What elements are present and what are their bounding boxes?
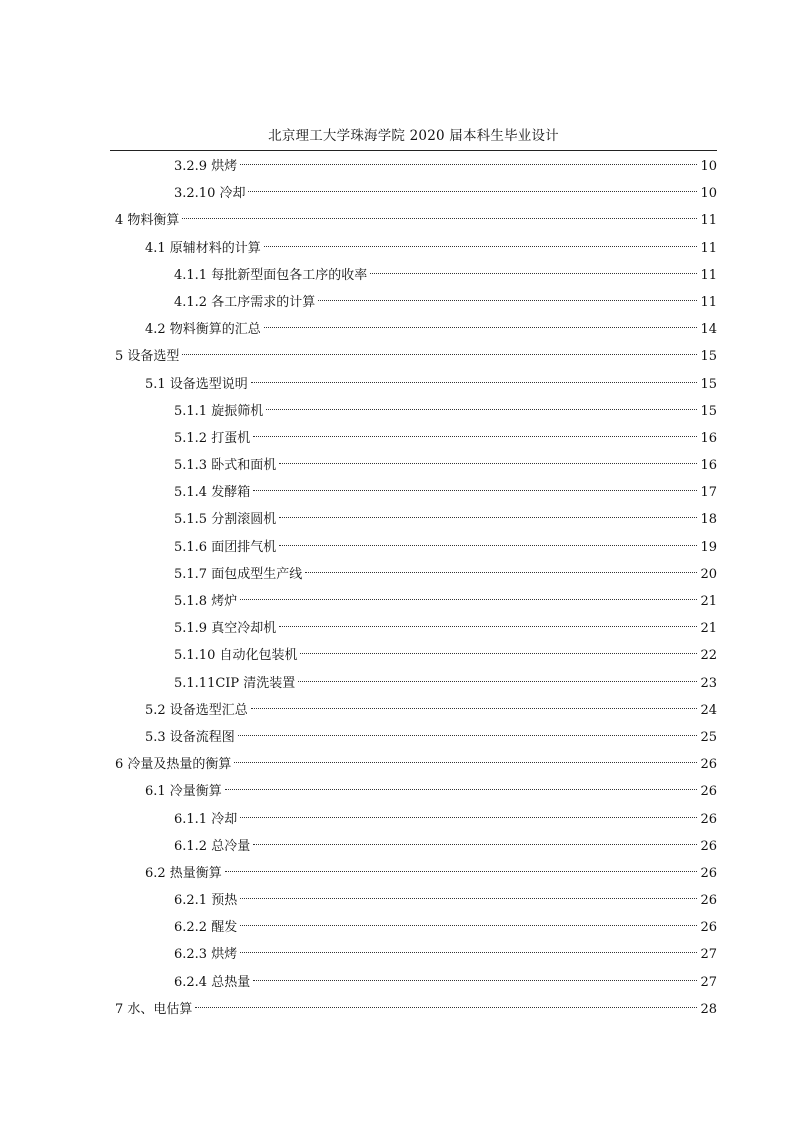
toc-entry-label: 5.1 设备选型说明 bbox=[145, 376, 248, 392]
toc-leader-dots bbox=[264, 246, 697, 247]
toc-entry-page-number: 25 bbox=[700, 729, 717, 745]
toc-leader-dots bbox=[225, 789, 697, 790]
toc-leader-dots bbox=[298, 681, 697, 682]
toc-leader-dots bbox=[251, 708, 697, 709]
toc-entry-label: 5.1.2 打蛋机 bbox=[174, 430, 251, 446]
toc-entry-label: 6 冷量及热量的衡算 bbox=[115, 757, 232, 773]
toc-entry-page-number: 15 bbox=[700, 403, 717, 419]
toc-leader-dots bbox=[240, 925, 697, 926]
toc-entry[interactable] bbox=[110, 778, 717, 805]
toc-entry-label: 4.2 物料衡算的汇总 bbox=[145, 322, 261, 338]
toc-entry[interactable] bbox=[110, 642, 717, 669]
toc-entry-page-number: 19 bbox=[700, 539, 717, 555]
toc-entry-label: 4.1.2 各工序需求的计算 bbox=[174, 294, 316, 310]
toc-entry-label: 6.2.4 总热量 bbox=[174, 974, 251, 990]
toc-entry-page-number: 21 bbox=[700, 621, 717, 637]
toc-entry-page-number: 26 bbox=[700, 920, 717, 936]
toc-entry-label: 6.1.1 冷却 bbox=[174, 811, 238, 827]
toc-entry-page-number: 15 bbox=[700, 349, 717, 365]
toc-entry-label: 5.1.6 面团排气机 bbox=[174, 539, 277, 555]
toc-entry-page-number: 11 bbox=[700, 213, 717, 229]
toc-entry-page-number: 16 bbox=[700, 458, 717, 474]
toc-leader-dots bbox=[264, 327, 697, 328]
toc-entry-label: 6.1.2 总冷量 bbox=[174, 838, 251, 854]
toc-leader-dots bbox=[266, 409, 697, 410]
toc-entry-label: 5.2 设备选型汇总 bbox=[145, 702, 248, 718]
toc-leader-dots bbox=[240, 952, 697, 953]
toc-entry[interactable] bbox=[110, 343, 717, 370]
toc-leader-dots bbox=[253, 436, 697, 437]
toc-entry[interactable] bbox=[110, 479, 717, 506]
toc-leader-dots bbox=[253, 490, 697, 491]
toc-leader-dots bbox=[182, 354, 697, 355]
toc-entry-page-number: 22 bbox=[700, 648, 717, 664]
toc-entry-page-number: 11 bbox=[700, 240, 717, 256]
toc-entry-page-number: 23 bbox=[700, 675, 717, 691]
toc-leader-dots bbox=[238, 735, 697, 736]
toc-entry-page-number: 26 bbox=[700, 784, 717, 800]
toc-leader-dots bbox=[253, 980, 697, 981]
toc-entry[interactable] bbox=[110, 561, 717, 588]
toc-leader-dots bbox=[240, 599, 697, 600]
toc-entry-label: 5.1.7 面包成型生产线 bbox=[174, 566, 303, 582]
toc-entry[interactable] bbox=[110, 914, 717, 941]
toc-entry-page-number: 27 bbox=[700, 974, 717, 990]
toc-entry-page-number: 27 bbox=[700, 947, 717, 963]
toc-leader-dots bbox=[225, 871, 697, 872]
toc-leader-dots bbox=[251, 382, 697, 383]
toc-entry-page-number: 18 bbox=[700, 512, 717, 528]
toc-leader-dots bbox=[234, 762, 697, 763]
toc-entry[interactable] bbox=[110, 724, 717, 751]
toc-leader-dots bbox=[318, 300, 697, 301]
toc-entry-label: 5.1.9 真空冷却机 bbox=[174, 621, 277, 637]
toc-entry-label: 5.1.8 烤炉 bbox=[174, 594, 238, 609]
toc-entry[interactable] bbox=[110, 697, 717, 724]
page-header: 北京理工大学珠海学院 2020 届本科生毕业设计 bbox=[268, 128, 559, 144]
toc-entry-page-number: 14 bbox=[700, 322, 717, 338]
toc-entry-page-number: 26 bbox=[700, 893, 717, 909]
toc-entry-label: 4 物料衡算 bbox=[115, 213, 180, 229]
toc-entry[interactable] bbox=[110, 425, 717, 452]
toc-entry[interactable] bbox=[110, 398, 717, 425]
toc-leader-dots bbox=[279, 517, 697, 518]
toc-leader-dots bbox=[253, 844, 697, 845]
toc-entry-page-number: 26 bbox=[700, 811, 717, 827]
toc-entry[interactable] bbox=[110, 588, 717, 615]
toc-entry-label: 6.2.3 烘烤 bbox=[174, 947, 238, 963]
toc-entry-label: 4.1 原辅材料的计算 bbox=[145, 240, 261, 256]
toc-entry-page-number: 15 bbox=[700, 376, 717, 392]
toc-entry[interactable] bbox=[110, 506, 717, 533]
toc-entry[interactable] bbox=[110, 452, 717, 479]
toc-entry-label: 5.1.3 卧式和面机 bbox=[174, 458, 277, 474]
toc-entry-label: 5 设备选型 bbox=[115, 349, 180, 365]
toc-entry[interactable] bbox=[110, 860, 717, 887]
toc-entry-page-number: 11 bbox=[700, 267, 717, 283]
toc-entry[interactable] bbox=[110, 833, 717, 860]
toc-entry-page-number: 10 bbox=[700, 159, 717, 174]
toc-entry[interactable] bbox=[110, 941, 717, 968]
toc-entry[interactable] bbox=[110, 534, 717, 561]
toc-entry-label: 3.2.9 烘烤 bbox=[174, 159, 238, 174]
toc-leader-dots bbox=[182, 218, 697, 219]
toc-leader-dots bbox=[305, 572, 697, 573]
toc-entry[interactable] bbox=[110, 316, 717, 343]
toc-entry-label: 6.2.2 醒发 bbox=[174, 920, 238, 936]
toc-entry[interactable] bbox=[110, 670, 717, 697]
toc-entry-page-number: 26 bbox=[700, 838, 717, 854]
toc-entry[interactable] bbox=[110, 262, 717, 289]
toc-entry-page-number: 21 bbox=[700, 594, 717, 609]
toc-leader-dots bbox=[240, 898, 697, 899]
toc-entry[interactable] bbox=[110, 615, 717, 642]
toc-entry[interactable] bbox=[110, 969, 717, 996]
toc-entry[interactable] bbox=[110, 887, 717, 914]
toc-entry-page-number: 26 bbox=[700, 865, 717, 881]
toc-entry[interactable] bbox=[110, 371, 717, 398]
toc-entry-label: 3.2.10 冷却 bbox=[174, 186, 246, 202]
toc-entry-page-number: 26 bbox=[700, 757, 717, 773]
toc-entry-page-number: 17 bbox=[700, 485, 717, 501]
toc-leader-dots bbox=[248, 191, 697, 192]
toc-entry-page-number: 28 bbox=[700, 1001, 717, 1017]
toc-entry-page-number: 16 bbox=[700, 430, 717, 446]
header-divider bbox=[110, 150, 717, 151]
toc-entry-label: 5.1.5 分割滚圆机 bbox=[174, 512, 277, 528]
toc-entry-label: 6.2.1 预热 bbox=[174, 893, 238, 909]
toc-entry-label: 5.1.1 旋振筛机 bbox=[174, 403, 264, 419]
toc-entry[interactable] bbox=[110, 153, 717, 180]
toc-entry-page-number: 20 bbox=[700, 566, 717, 582]
toc-entry-page-number: 10 bbox=[700, 186, 717, 202]
toc-leader-dots bbox=[279, 545, 697, 546]
toc-entry-label: 6.2 热量衡算 bbox=[145, 865, 222, 881]
toc-entry-label: 5.1.4 发酵箱 bbox=[174, 485, 251, 501]
toc-entry[interactable] bbox=[110, 751, 717, 778]
toc-entry-page-number: 11 bbox=[700, 294, 717, 310]
toc-leader-dots bbox=[195, 1007, 697, 1008]
toc-leader-dots bbox=[279, 626, 697, 627]
toc-entry[interactable] bbox=[110, 180, 717, 207]
toc-entry[interactable] bbox=[110, 806, 717, 833]
toc-entry-label: 4.1.1 每批新型面包各工序的收率 bbox=[174, 267, 368, 283]
toc-entry[interactable] bbox=[110, 996, 717, 1023]
toc-entry-label: 6.1 冷量衡算 bbox=[145, 784, 222, 800]
toc-leader-dots bbox=[240, 817, 697, 818]
toc-entry[interactable] bbox=[110, 207, 717, 234]
toc-entry[interactable] bbox=[110, 235, 717, 262]
toc-leader-dots bbox=[240, 164, 697, 165]
table-of-contents bbox=[110, 153, 717, 1023]
toc-entry-label: 5.1.10 自动化包装机 bbox=[174, 648, 298, 664]
toc-entry-label: 7 水、电估算 bbox=[115, 1001, 193, 1017]
toc-entry[interactable] bbox=[110, 289, 717, 316]
toc-entry-label: 5.3 设备流程图 bbox=[145, 729, 235, 745]
toc-leader-dots bbox=[370, 273, 697, 274]
toc-leader-dots bbox=[279, 463, 697, 464]
toc-leader-dots bbox=[300, 653, 697, 654]
toc-entry-label: 5.1.11CIP 清洗装置 bbox=[174, 675, 296, 691]
toc-entry-page-number: 24 bbox=[700, 702, 717, 718]
